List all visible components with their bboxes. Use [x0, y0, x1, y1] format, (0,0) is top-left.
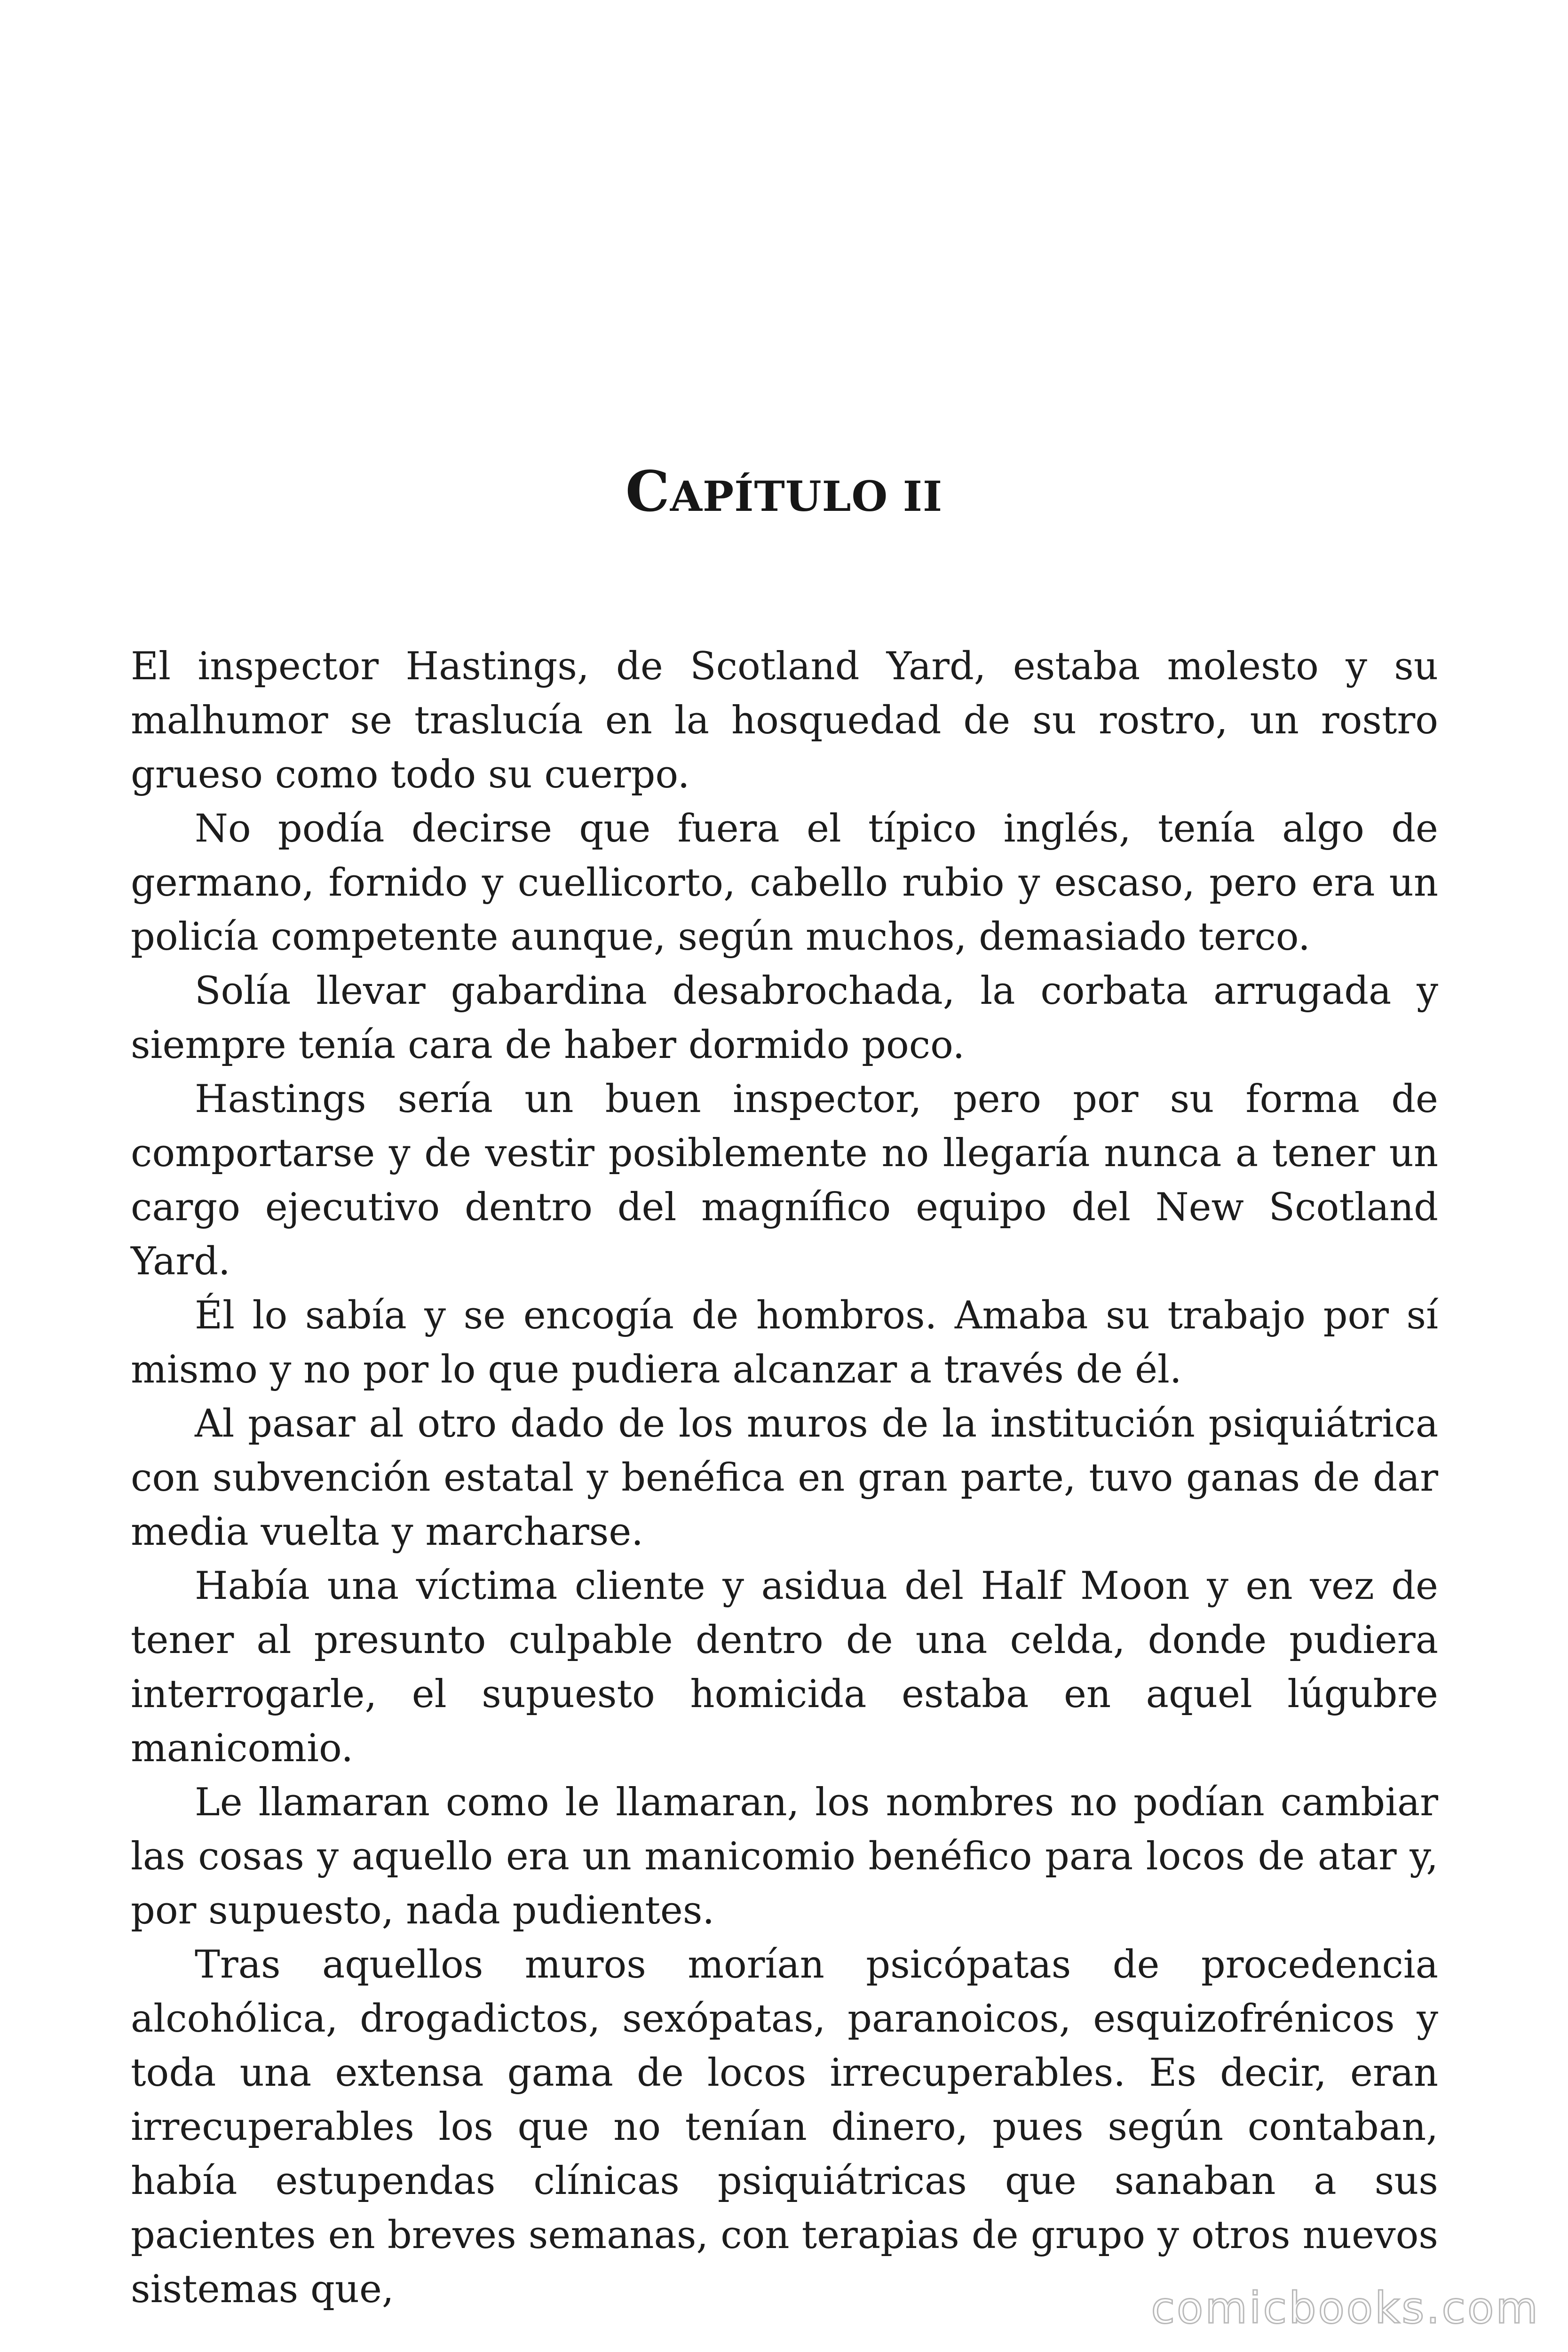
- chapter-title-rest: APÍTULO II: [670, 472, 943, 521]
- paragraph: Al pasar al otro dado de los muros de la institución psiquiátrica con subvención estatal y benéfica en gran parte, tuvo ganas de dar media vuelta y marcharse.: [131, 1402, 1438, 1554]
- chapter-title-initial: C: [625, 459, 670, 524]
- paragraph: Había una víctima cliente y asidua del Half Moon y en vez de tener al presunto culpable dentro de una celda, donde pudiera interrogarle, el supuesto homicida estaba en aquel lúgubre manicomio.: [131, 1564, 1438, 1771]
- watermark: comicbooks.com: [1151, 2283, 1540, 2333]
- paragraph: Tras aquellos muros morían psicópatas de procedencia alcohólica, drogadictos, sexópatas, paranoicos, esquizofrénicos y toda una extensa gama de locos irrecuperables. Es decir, eran irrecuperables los que no tenían dinero, pues según contaban, había estupendas clínicas psiquiátricas que sanaban a sus pacientes en breves semanas, con terapias de grupo y otros nuevos sistemas que,: [131, 1943, 1438, 2312]
- paragraph: Él lo sabía y se encogía de hombros. Amaba su trabajo por sí mismo y no por lo que pudiera alcanzar a través de él.: [131, 1294, 1438, 1392]
- paragraph: El inspector Hastings, de Scotland Yard, estaba molesto y su malhumor se traslucía en la hosquedad de su rostro, un rostro grueso como todo su cuerpo.: [131, 644, 1438, 797]
- paragraph: Hastings sería un buen inspector, pero por su forma de comportarse y de vestir posiblemente no llegaría nunca a tener un cargo ejecutivo dentro del magnífico equipo del New Scotland Yard.: [131, 1077, 1438, 1284]
- chapter-body: [131, 640, 1438, 2317]
- paragraph: Solía llevar gabardina desabrochada, la corbata arrugada y siempre tenía cara de haber dormido poco.: [131, 969, 1438, 1067]
- paragraph: No podía decirse que fuera el típico inglés, tenía algo de germano, fornido y cuellicorto, cabello rubio y escaso, pero era un policía competente aunque, según muchos, demasiado terco.: [131, 807, 1438, 959]
- chapter-title: [0, 459, 1568, 524]
- paragraph: Le llamaran como le llamaran, los nombres no podían cambiar las cosas y aquello era un manicomio benéfico para locos de atar y, por supuesto, nada pudientes.: [131, 1780, 1438, 1933]
